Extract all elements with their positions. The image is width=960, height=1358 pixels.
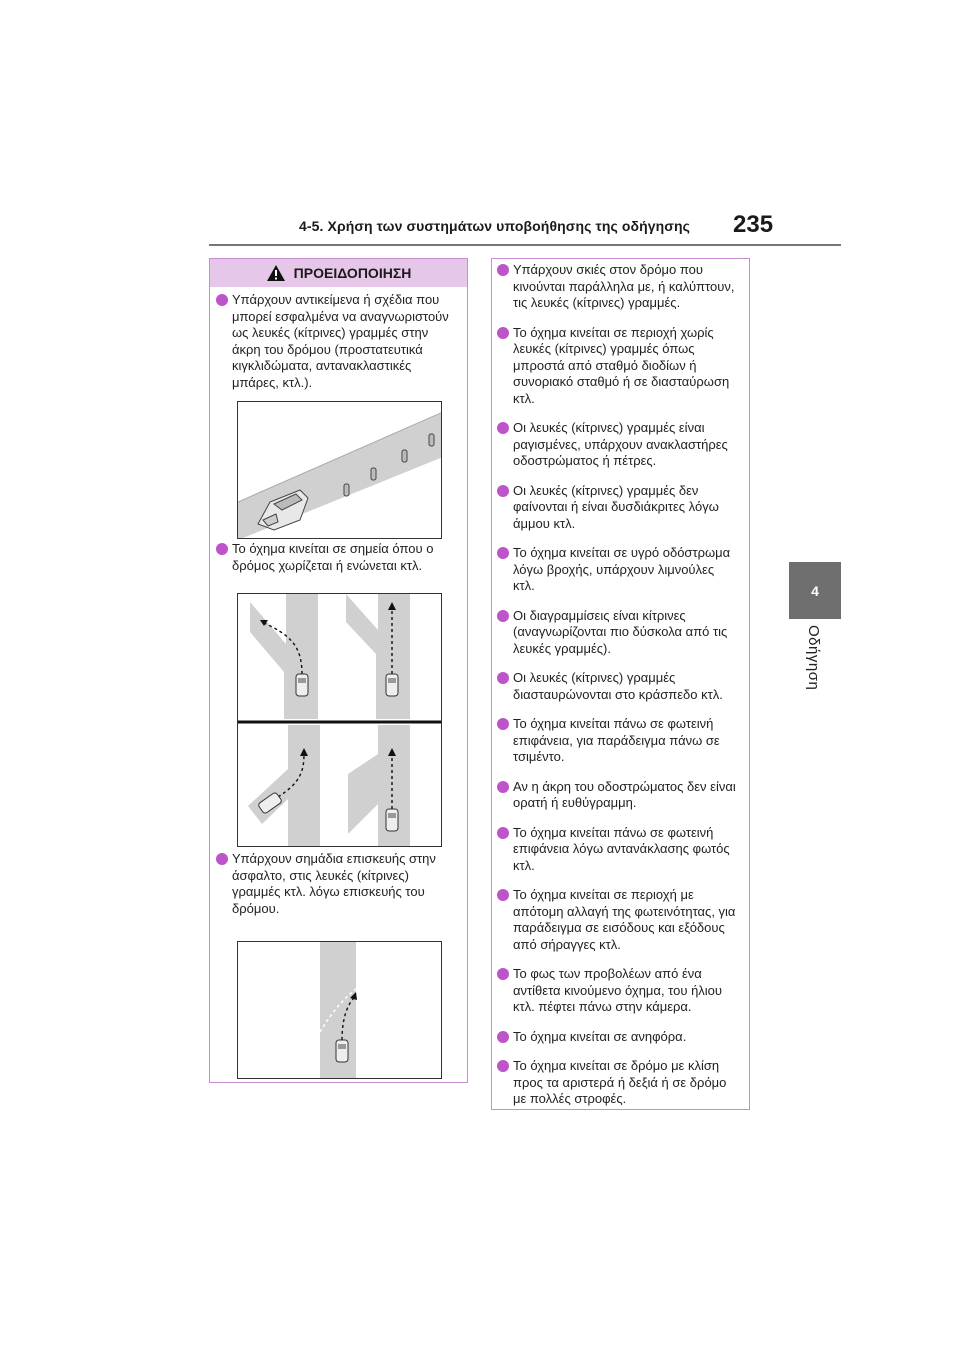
bullet-icon — [497, 1060, 509, 1072]
warning-item: Υπάρχουν αντικείμενα ή σχέδια που μπορεί εσφαλμένα να αναγνωριστούν ως λευκές (κίτρινες) γραμμές στην άκρη του δρόμου (προστατευτικά κιγκλιδώματα, αντανακλαστικές μπάρες, κτλ.). — [215, 292, 457, 391]
header-divider — [209, 244, 841, 246]
bullet-icon — [216, 853, 228, 865]
list-item: Υπάρχουν σκιές στον δρόμο που κινούνται παράλληλα με, ή καλύπτουν, τις λευκές (κίτρινες) γραμμές. — [496, 262, 739, 312]
figure-road-repair — [237, 941, 442, 1079]
list-item: Το όχημα κινείται πάνω σε φωτεινή επιφάνεια, για παράδειγμα πάνω σε τσιμέντο. — [496, 716, 739, 766]
bullet-icon — [497, 264, 509, 276]
section-title: 4-5. Χρήση των συστημάτων υποβοήθησης της οδήγησης — [299, 218, 690, 234]
list-item: Το όχημα κινείται σε υγρό οδόστρωμα λόγω βροχής, υπάρχουν λιμνούλες κτλ. — [496, 545, 739, 595]
warning-title: ΠΡΟΕΙΔΟΠΟΙΗΣΗ — [293, 265, 412, 281]
warning-item: Το όχημα κινείται σε σημεία όπου ο δρόμος χωρίζεται ή ενώνεται κτλ. — [215, 541, 457, 574]
bullet-icon — [216, 294, 228, 306]
list-item: Το φως των προβολέων από ένα αντίθετα κινούμενο όχημα, του ήλιου κτλ. πέφτει πάνω στην κάμερα. — [496, 966, 739, 1016]
conditions-list — [491, 258, 750, 1110]
bullet-icon — [497, 485, 509, 497]
bullet-icon — [497, 327, 509, 339]
bullet-icon — [497, 781, 509, 793]
list-item: Το όχημα κινείται σε ανηφόρα. — [496, 1029, 739, 1046]
warning-header — [210, 259, 467, 287]
chapter-number: 4 — [811, 582, 819, 599]
figure-road-split-merge — [237, 593, 442, 847]
bullet-icon — [497, 422, 509, 434]
list-item: Το όχημα κινείται σε δρόμο με κλίση προς τα αριστερά ή δεξιά ή σε δρόμο με πολλές στροφές. — [496, 1058, 739, 1108]
bullet-icon — [216, 543, 228, 555]
list-item: Το όχημα κινείται σε περιοχή με απότομη αλλαγή της φωτεινότητας, για παράδειγμα σε εισόδους και εξόδους από σήραγγες κτλ. — [496, 887, 739, 953]
list-item: Αν η άκρη του οδοστρώματος δεν είναι ορατή ή ευθύγραμμη. — [496, 779, 739, 812]
bullet-icon — [497, 827, 509, 839]
list-item: Το όχημα κινείται πάνω σε φωτεινή επιφάνεια λόγω αντανάκλασης φωτός κτλ. — [496, 825, 739, 875]
list-item: Οι λευκές (κίτρινες) γραμμές είναι ραγισμένες, υπάρχουν ανακλαστήρες οδοστρώματος ή πέτρες. — [496, 420, 739, 470]
chapter-tab — [789, 562, 841, 619]
figure-guardrail — [237, 401, 442, 539]
bullet-icon — [497, 889, 509, 901]
warning-item: Υπάρχουν σημάδια επισκευής στην άσφαλτο, στις λευκές (κίτρινες) γραμμές κτλ. λόγω επισκευής του δρόμου. — [215, 851, 457, 917]
chapter-label: Οδήγηση — [805, 625, 822, 691]
bullet-icon — [497, 610, 509, 622]
bullet-icon — [497, 672, 509, 684]
list-item: Οι διαγραμμίσεις είναι κίτρινες (αναγνωρίζονται πιο δύσκολα από τις λευκές γραμμές). — [496, 608, 739, 658]
warning-triangle-icon — [266, 264, 286, 282]
bullet-icon — [497, 547, 509, 559]
bullet-icon — [497, 1031, 509, 1043]
list-item: Οι λευκές (κίτρινες) γραμμές δεν φαίνονται ή είναι δυσδιάκριτες λόγω άμμου κτλ. — [496, 483, 739, 533]
warning-box — [209, 258, 468, 1083]
bullet-icon — [497, 968, 509, 980]
list-item: Οι λευκές (κίτρινες) γραμμές διασταυρώνονται στο κράσπεδο κτλ. — [496, 670, 739, 703]
list-item: Το όχημα κινείται σε περιοχή χωρίς λευκές (κίτρινες) γραμμές όπως μπροστά από σταθμό διοδίων ή συνοριακό σταθμό ή σε διασταύρωση κτλ. — [496, 325, 739, 408]
page-number: 235 — [733, 211, 774, 238]
bullet-icon — [497, 718, 509, 730]
